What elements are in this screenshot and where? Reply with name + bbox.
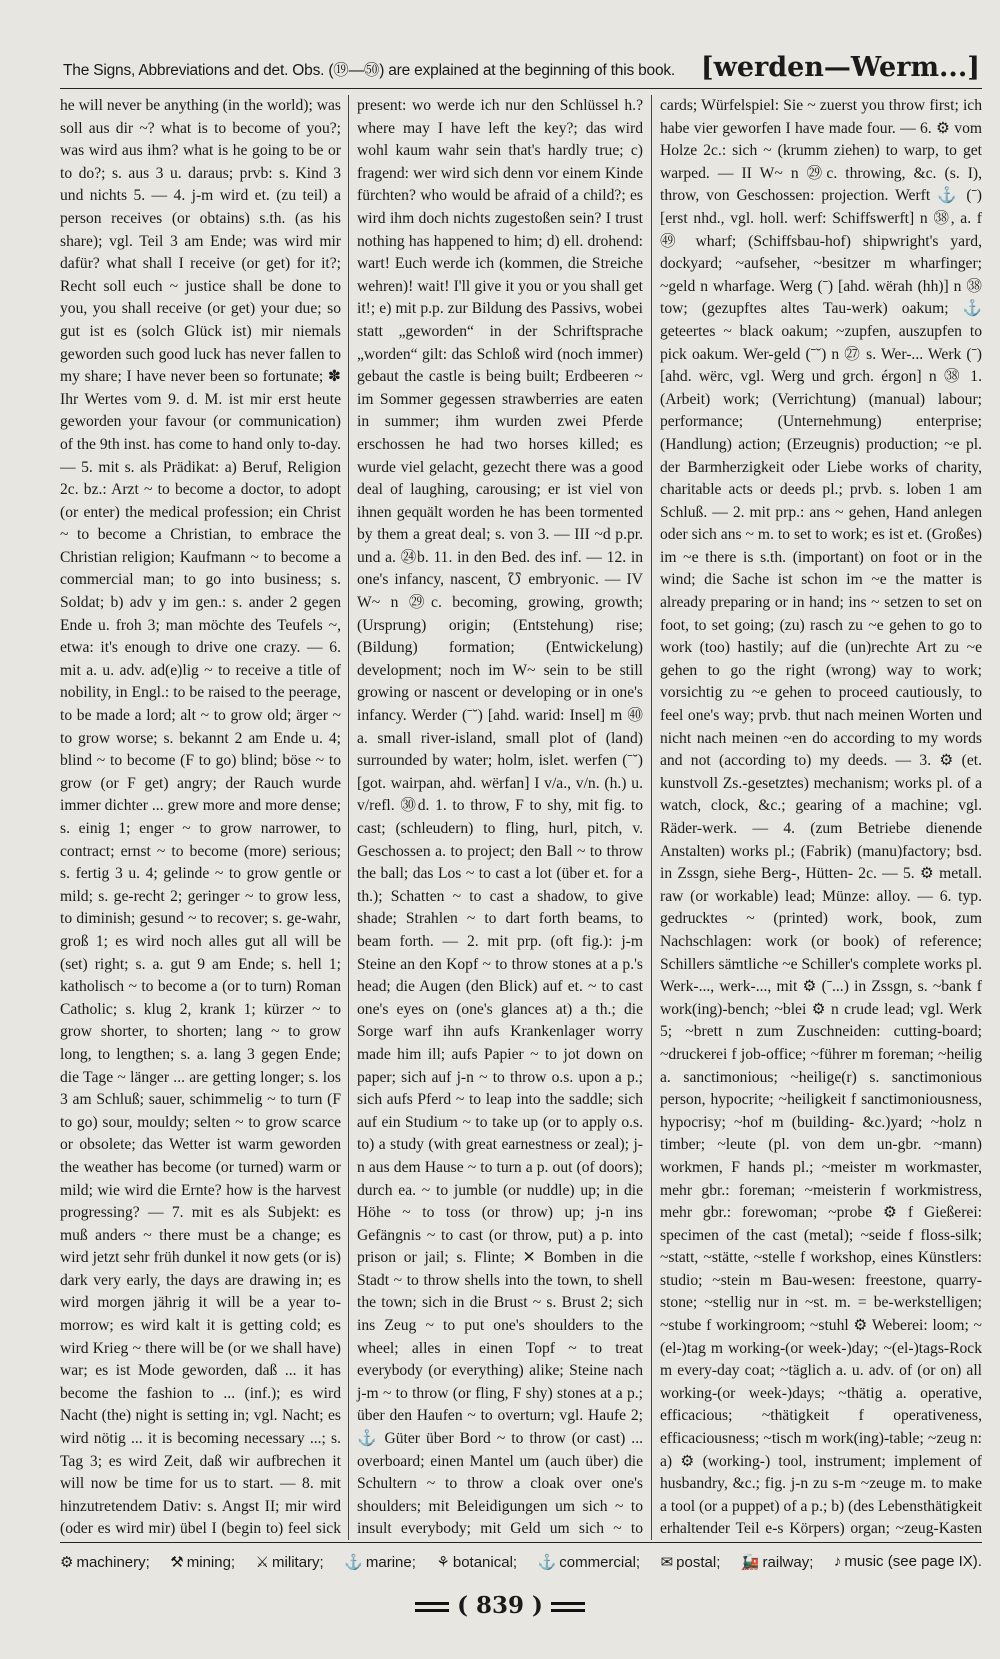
legend-item-mining bbox=[170, 1553, 235, 1571]
legend-label: railway; bbox=[762, 1554, 814, 1571]
legend-label: military; bbox=[272, 1554, 324, 1571]
legend-item-commercial bbox=[538, 1553, 641, 1571]
legend-item-railway bbox=[741, 1553, 814, 1571]
legend-label: commercial; bbox=[559, 1554, 641, 1571]
legend-label: mining; bbox=[186, 1554, 236, 1571]
column-text: he will never be anything (in the world); was soll aus dir ~? what is to become of you?; was wird aus ihm? what is he going to be or to do?; s. aus 3 u. daraus; prvb: s. Kind 3 und nichts 5. — 4. j-m wird et. (zu teil) a person receives (or obtains) s.th. (as his share); vgl. Teil 3 am Ende; was wird mir dafür? what shall I receive (or get) for it?; Recht soll euch ~ justice shall be done to you, you shall receive (or get) your due; so gut ist es (solch Glück ist) mir niemals geworden such good luck has never fallen to my share; I have never been so fortunate; ✽ Ihr Wertes vom 9. d. M. ist mir erst heute geworden your favour (or communication) of the 9th inst. has come to hand only to-day. — 5. mit s. als Prädikat: a) Beruf, Religion 2c. bz.: Arzt ~ to become a doctor, to adopt (or enter) the medical profession; ein Christ ~ to become a Christian, to embrace the Christian religion; Kaufmann ~ to become a commercial man; to go into business; s. Soldat; b) adv y im gen.: s. ander 2 gegen Ende u. froh 3; man möchte des Teufels ~, etwa: it's enough to drive one crazy. — 6. mit a. u. adv. ad(e)lig ~ to receive a title of nobility, in Engl.: to be raised to the peerage, to be made a lord; alt ~ to grow old; ärger ~ to grow worse; s. bekannt 2 am Ende u. 4; blind ~ to become (F to go) blind; böse ~ to grow (or F get) angry; der Rauch wurde immer dichter ... grew more and more dense; s. einig 1; enger ~ to grow narrower, to contract; ernst ~ to become (more) serious; s. fertig 3 u. 4; gelinde ~ to grow gentle or mild; s. ge-recht 2; geringer ~ to grow less, to diminish; gesund ~ to recover; s. ge-wahr, groß 1; es wird noch alles gut all will be (set) right; s. a. gut 9 am Ende; s. hell 1; katholisch ~ to become a (or to turn) Roman Catholic; s. klug 2, krank 1; kürzer ~ to grow shorter, to shorten; lang ~ to grow long, to lengthen; s. a. lang 3 gegen Ende; die Tage ~ länger ... are getting longer; s. los 3 am Schluß; sauer, schimmelig ~ to turn (F to go) sour, mouldy; selten ~ to grow scarce or obsolete; das Wetter ist warm geworden the weather has become (or turned) warm or mild; wie wird die Ernte? how is the harvest progressing? — 7. mit es als Subjekt: es muß anders ~ there must be a change; es wird jetzt sehr früh dunkel it now gets (or is) dark very early, the days are drawing in; es wird morgen jährig it will be a year to-morrow; es wird kalt it is getting cold; es wird Krieg ~ there will be (or we shall have) war; es ist Mode geworden, daß ... it has become the fashion to ... (inf.); es wird Nacht (the) night is setting in; vgl. Nacht; es wird nötig ... it is becoming necessary ...; s. Tag 3; es wird Zeit, daß wir aufbrechen it will now be time for us to start. — 8. mit hinzutretendem Dativ: s. Angst II; mir wird (oder es wird mir) übel I (begin to) feel sick bbox=[60, 97, 341, 1538]
page-number-line bbox=[0, 1592, 1000, 1619]
music-note-icon: ♪ bbox=[833, 1553, 842, 1570]
ornament-bars-right bbox=[551, 1602, 585, 1612]
postal-horn-icon: ✉ bbox=[660, 1554, 674, 1571]
legend-item-machinery bbox=[60, 1553, 150, 1571]
legend-label: botanical; bbox=[452, 1554, 518, 1571]
column-text: cards; Würfelspiel: Sie ~ zuerst you throw first; ich habe vier geworfen I have made four. — 6. ⚙ vom Holze 2c.: sich ~ (krumm ziehen) to warp, to get warped. — II W~ n ㉙c. throwing, &c. (s. I), throw, von Geschossen: projection. Werft ⚓ (ˉ) [erst nhd., vgl. holl. werf: Schiffswerft] n ㊳, a. f ㊾ wharf; (Schiffsbau-hof) shipwright's yard, dockyard; ~aufseher, ~besitzer m wharfinger; ~geld n wharfage. Werg (ˉ) [ahd. wërah (hh)] n ㊳ tow; (gezupftes altes Tau-werk) oakum; ⚓ geteertes ~ black oakum; ~zupfen, auszupfen to pick oakum. Wer-geld (ˉ˘) n ㉗ s. Wer-... Werk (ˉ) [ahd. wërc, vgl. Werg und grch. érgon] n ㊳ 1. (Arbeit) work; (Verrichtung) (manual) labour; performance; (Unternehmung) enterprise; (Handlung) action; (Erzeugnis) production; ~e pl. der Barmherzigkeit oder Liebe works of charity, charitable acts or deeds pl.; prvb. s. loben 1 am Schluß. — 2. mit prp.: ans ~ gehen, Hand anlegen oder sich ans ~ m. to set to work; es ist et. (Großes) im ~e there is s.th. (important) on foot or in the wind; die Sache ist schon im ~e the matter is already preparing or in hand; ins ~ setzen to set on foot, to set going; (zu) rasch zu ~e gehen to go to work (too) hastily; auf die (un)rechte Art zu ~e gehen to go the right (wrong) way to work; vorsichtig zu ~e gehen to proceed cautiously, to feel one's way; prvb. thut nach meinen Worten und nicht nach meinen ~en do according to my words and not (according to) my deeds. — 3. ⚙ (et. kunstvoll Zs.-gesetztes) mechanism; works pl. of a watch, clock, &c.; gearing of a machine; vgl. Räder-werk. — 4. (zum Betriebe dienende Anstalten) works pl.; (Fabrik) (manu)factory; bsd. in Zssgn, siehe Berg-, Hütten- 2c. — 5. ⚙ metall. raw (or workable) lead; Münze: alloy. — 6. typ. gedrucktes ~ (printed) work, book, zum Nachschlagen: work (or book) of reference; Schillers sämtliche ~e Schiller's complete works pl. Werk-..., werk-..., mit ⚙ (ˉ...) in Zssgn, s. ~bank f work(ing)-bench; ~blei ⚙ n crude lead; vgl. Werk 5; ~brett n zum Zuschneiden: cutting-board; ~druckerei f job-office; ~führer m foreman; ~heilig a. sanctimonious; ~heilige(r) s. sanctimonious person, hypocrite; ~heiligkeit f sanctimoniousness, hypocrisy; ~hof m (building- &c.)yard; ~holz n timber; ~leute (pl. von dem un-gbr. ~mann) workmen, F hands pl.; ~meister m workmaster, mehr gbr.: foreman; ~meisterin f workmistress, mehr gbr.: forewoman; ~probe ⚙ f Gießerei: specimen of the cast (metal); ~seide f floss-silk; ~statt, ~stätte, ~stelle f workshop, eines Künstlers: studio; ~stein m Bau-wesen: freestone, quarry-stone; ~stellig nur in ~st. m. = be-werkstelligen; ~stube f workingroom; ~stuhl ⚙ Weberei: loom; ~(el-)tag m working-(or week-)day; ~(el-)tags-Rock m every-day coat; ~täglich a. u. adv. of (or on) all working-(or week-)days; ~thätig a. operative, efficacious; ~thätigkeit f operativeness, efficaciousness; ~tisch m work(ing)-table; ~zeug n: a) ⚙ (working-) tool, instrument; implement of husbandry, &c.; fig. j-n zu s-m ~zeuge m. to make a tool (or a puppet) of a p.; b) (des Lebensthätigkeit erhaltender Teil e-s Körpers) organ; ~zeug-Kasten bbox=[660, 97, 982, 1538]
legend-item-marine bbox=[344, 1553, 416, 1571]
column-left bbox=[60, 95, 348, 1540]
page-number: ( 839 ) bbox=[457, 1592, 543, 1619]
legend-label: machinery; bbox=[76, 1554, 150, 1571]
commercial-anchor-icon: ⚓ bbox=[537, 1554, 557, 1571]
mining-icon: ⚒ bbox=[170, 1554, 184, 1571]
guide-words: [werden—Werm...] bbox=[700, 52, 980, 83]
symbol-legend bbox=[60, 1553, 982, 1571]
anchor-icon: ⚓ bbox=[344, 1554, 363, 1571]
train-icon: 🚂 bbox=[740, 1554, 760, 1571]
footer-divider bbox=[60, 1542, 982, 1543]
gear-icon: ⚙ bbox=[60, 1554, 74, 1571]
legend-item-music bbox=[834, 1553, 982, 1571]
legend-label: marine; bbox=[365, 1554, 416, 1571]
column-text: present: wo werde ich nur den Schlüssel h.? where may I have left the key?; das wird wohl kaum wahr sein that's hardly true; c) fragend: wer wird sich denn vor einem Kinde fürchten? who would be afraid of a child?; es wird ihm doch nichts zugestoßen sein? I trust nothing has happened to him; d) ell. drohend: wart! Euch werde ich (kommen, die Streiche wehren)! wait! I'll give it you or you shall get it!; e) mit p.p. zur Bildung des Passivs, wobei statt „geworden“ in der Schriftsprache „worden“ gilt: das Schloß wird (noch immer) gebaut the castle is being built; Erdbeeren ~ im Sommer gegessen strawberries are eaten in summer; ihm wurden zwei Pferde erschossen he had two horses killed; es wurde viel gelacht, gezecht there was a good deal of laughing, carousing; er ist viel von ihnen gequält worden he has been tormented by them a great deal; s. von 3. — III ~d p.pr. und a. ㉔b. 11. in den Bed. des inf. — 12. in one's infancy, nascent, ℧ embryonic. — IV W~ n ㉙c. becoming, growing, growth; (Ursprung) origin; (Entstehung) rise; (Bildung) formation; (Entwickelung) development; noch im W~ sein to be still growing or nascent or developing or in one's infancy. Werder (ˉ˘) [ahd. warid: Insel] m ㊵a. small river-island, small plot of (land) surrounded by water; holm, islet. werfen (ˉ˘) [got. wairpan, ahd. wërfan] I v/a., v/n. (h.) u. v/refl. ㉚d. 1. to throw, F to shy, mit fig. to cast; (schleudern) to fling, hurl, pitch, v. Geschossen a. to project; den Ball ~ to throw the ball; das Los ~ to cast a lot (über et. for a th.); Schatten ~ to cast a shadow, to give shade; Strahlen ~ to dart forth beams, to beam forth. — 2. mit prp. (oft fig.): j-m Steine an den Kopf ~ to throw stones at a p.'s head; die Augen (den Blick) auf et. ~ to cast one's eyes on (one's glances at) a th.; die Sorge warf ihn aufs Krankenlager worry made him ill; aufs Papier ~ to jot down on paper; sich auf j-n ~ to throw o.s. upon a p.; sich aufs Pferd ~ to leap into the saddle; sich auf ein Studium ~ to take up (or to apply o.s. to) a study (with great earnestness or zeal); j-n aus dem Hause ~ to turn a p. out (of doors); durch ea. ~ to jumble (or nuddle) up; in die Höhe ~ to toss (or throw) up; j-n ins Gefängnis ~ to cast (or throw, put) a p. into prison or jail; s. Flinte; ✕ Bomben in die Stadt ~ to throw shells into the town, to shell the town; sich in die Brust ~ s. Brust 2; sich ins Zeug ~ to put one's shoulders to the wheel; alles in einen Topf ~ to treat everybody (or everything) alike; Steine nach j-m ~ to throw (or fling, F shy) stones at a p.; über den Haufen ~ to overturn; vgl. Haufe 2; ⚓ Güter über Bord ~ to throw (or cast) ... overboard; einen Mantel um (auch über) die Schultern ~ to throw a cloak over one's shoulders; mit Beleidigungen um sich ~ to insult everybody; mit Geld um sich ~ to bbox=[357, 97, 643, 1538]
column-right bbox=[651, 95, 982, 1540]
legend-label: music (see page IX). bbox=[844, 1553, 982, 1570]
flower-icon: ⚘ bbox=[436, 1554, 450, 1571]
page-header bbox=[60, 0, 982, 89]
legend-label: postal; bbox=[676, 1554, 721, 1571]
column-middle bbox=[348, 95, 651, 1540]
legend-item-military bbox=[256, 1553, 324, 1571]
legend-item-postal bbox=[661, 1553, 721, 1571]
ornament-bars-left bbox=[415, 1602, 449, 1612]
entry-columns bbox=[60, 95, 982, 1540]
swords-icon: ⚔ bbox=[255, 1554, 270, 1571]
legend-item-botanical bbox=[436, 1553, 517, 1571]
header-note: The Signs, Abbreviations and det. Obs. (⑲—㊿) are explained at the beginning of this book. bbox=[63, 62, 676, 79]
